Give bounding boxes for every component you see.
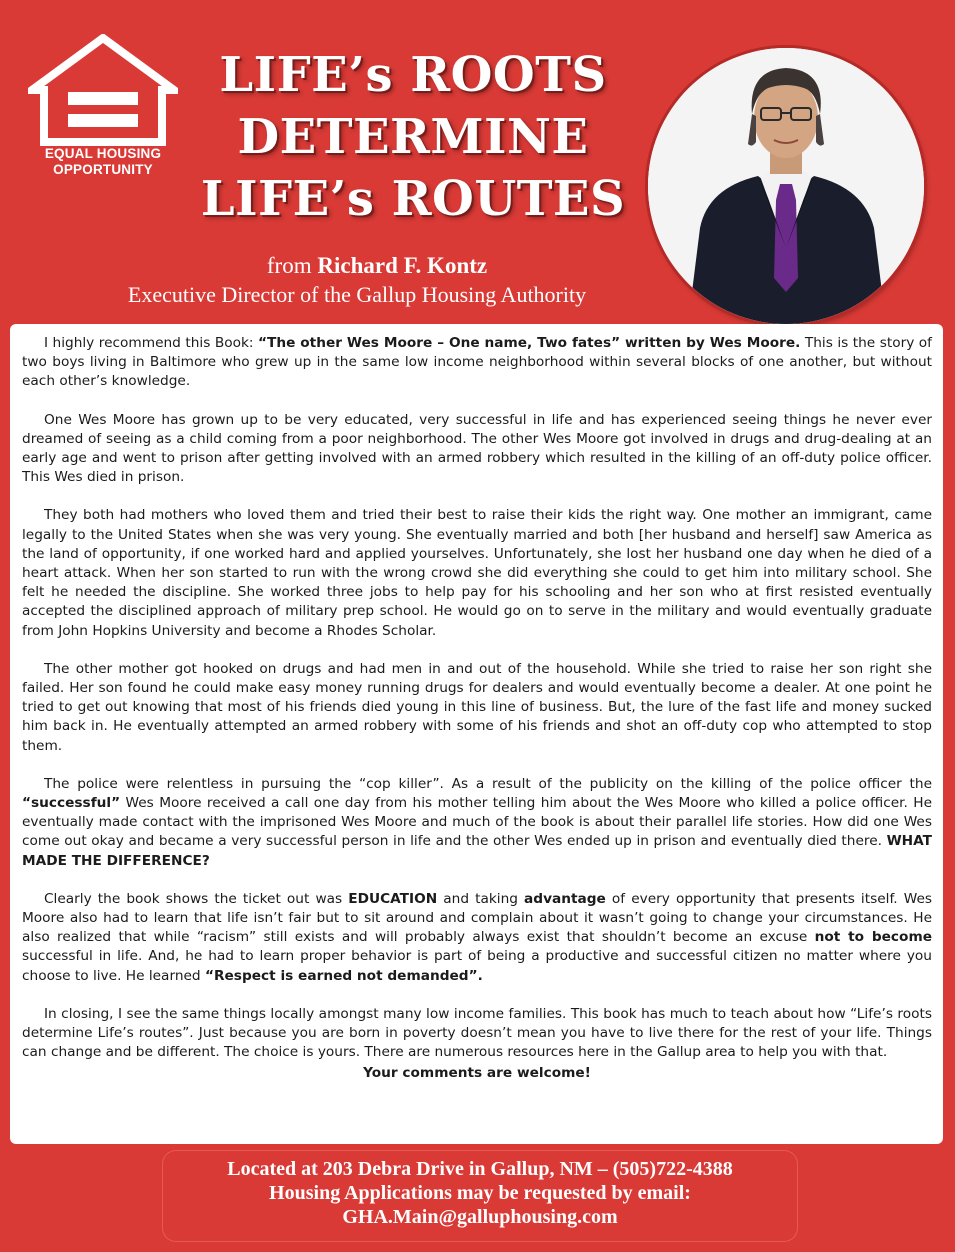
p6-text-e: successful in life. And, he had to learn proper behavior is part of being a productive and successful citizen no matter where you choose to live. He learned bbox=[22, 948, 932, 984]
address-line: Located at 203 Debra Drive in Gallup, NM – (505)722-4388 bbox=[227, 1158, 733, 1180]
headline-line-1: LIFE’s ROOTS bbox=[219, 47, 607, 103]
author-portrait-icon bbox=[648, 48, 924, 324]
paragraph-5 bbox=[22, 775, 932, 871]
p5-emphasis-1: “successful” bbox=[22, 795, 121, 812]
contact-box bbox=[162, 1150, 798, 1242]
p6-emphasis-3: not to become bbox=[814, 929, 932, 946]
equal-housing-logo bbox=[28, 34, 178, 184]
author-name: Richard F. Kontz bbox=[317, 253, 488, 278]
contact-lines bbox=[162, 1150, 798, 1229]
email-address[interactable]: GHA.Main@galluphousing.com bbox=[342, 1206, 618, 1228]
paragraph-2: One Wes Moore has grown up to be very educated, very successful in life and has experienced seeing things he never ever dreamed of seeing as a child coming from a poor neighborhood. The other Wes Moore got involved in drugs and drug-dealing at an early age and went to prison after getting involved with an armed robbery which resulted in the killing of an off-duty police officer. This Wes died in prison. bbox=[22, 411, 932, 486]
p6-emphasis-4: “Respect is earned not demanded”. bbox=[204, 967, 483, 984]
article-panel bbox=[10, 324, 943, 1144]
p1-text-end: This is the story of two boys living in Baltimore who grew up in the same low income neighborhood within several blocks of one another, but without each other’s knowledge. bbox=[22, 335, 932, 390]
author-role: Executive Director of the Gallup Housing Authority bbox=[127, 282, 587, 307]
p5-text-mid: Wes Moore received a call one day from his mother telling him about the Wes Moore who killed a police officer. He eventually made contact with the imprisoned Wes Moore and much of the book is about their parallel life stories. How did one Wes come out okay and became a very successful person in life and the other Wes ended up in prison and eventually died there. bbox=[22, 795, 932, 850]
paragraph-7: In closing, I see the same things locally amongst many low income families. This book has much to teach about how “Life’s roots determine Life’s routes”. Just because you are born in poverty doesn’t mean you have to live there for the rest of your life. Things can change and be different. The choice is yours. There are numerous resources here in the Gallup area to help you with that. bbox=[22, 1005, 932, 1061]
paragraph-4: The other mother got hooked on drugs and had men in and out of the household. While she tried to raise her son right she failed. Her son found he could make easy money running drugs for dealers and would eventually become a dealer. At one point he tried to get out knowing that most of his friends died young in this line of business. But, the lure of the fast life and money sucked him back in. He eventually attempted an armed robbery with some of his friends and shot an off-duty cop who attempted to stop them. bbox=[22, 660, 932, 754]
byline bbox=[70, 252, 644, 310]
from-label: from bbox=[266, 253, 312, 278]
p1-text: I highly recommend this Book: bbox=[44, 335, 258, 351]
paragraph-1 bbox=[22, 334, 932, 392]
article-body bbox=[22, 334, 932, 1083]
p6-text-c: and taking bbox=[437, 890, 525, 907]
p6-text-d: of every opportunity that presents itself. Wes Moore also had to learn that life isn’t fair but to sit around and complain about it wasn’t going to change your circumstances. He also realized that while “racism” still exists and will probably always exist that shouldn’t become an excuse bbox=[22, 890, 932, 946]
book-title: “The other Wes Moore – One name, Two fates” written by Wes Moore. bbox=[258, 335, 801, 351]
headline-line-3: LIFE’s ROUTES bbox=[200, 171, 626, 227]
p5-text: The police were relentless in pursuing the “cop killer”. As a result of the publicity on the killing of the police officer the bbox=[44, 775, 932, 792]
p6-emphasis-1: EDUCATION bbox=[348, 890, 438, 907]
p6-text-a: Clearly the book shows the ticket out was bbox=[44, 890, 349, 907]
logo-line-1: EQUAL HOUSING bbox=[44, 146, 162, 161]
headline bbox=[188, 44, 638, 230]
p6-emphasis-2: advantage bbox=[524, 890, 606, 907]
equal-housing-icon bbox=[28, 34, 178, 146]
closing-line: Your comments are welcome! bbox=[363, 1064, 591, 1081]
headline-line-2: DETERMINE bbox=[237, 109, 589, 165]
author-line bbox=[110, 252, 644, 280]
logo-line-2: OPPORTUNITY bbox=[53, 162, 153, 177]
logo-caption bbox=[28, 146, 178, 178]
paragraph-3: They both had mothers who loved them and tried their best to raise their kids the right way. One mother an immigrant, came legally to the United States when she was very young. She eventually married and both [her husband and herself] saw America as the land of opportunity, if one worked hard and applied yourselves. Unfortunately, she lost her husband one day when he died of a heart attack. When her son started to run with the wrong crowd she did everything she could to get him into military school. She felt he needed the discipline. She worked three jobs to help pay for his schooling and her son who at first resisted eventually accepted the disciplined approach of military prep school. He would go on to serve in the military and would eventually graduate from John Hopkins University and become a Rhodes Scholar. bbox=[22, 507, 932, 639]
p5-emphasis-2: WHAT MADE THE DIFFERENCE? bbox=[22, 833, 932, 869]
paragraph-6 bbox=[22, 890, 932, 986]
author-photo bbox=[648, 48, 924, 324]
applications-line: Housing Applications may be requested by email: bbox=[269, 1182, 691, 1204]
